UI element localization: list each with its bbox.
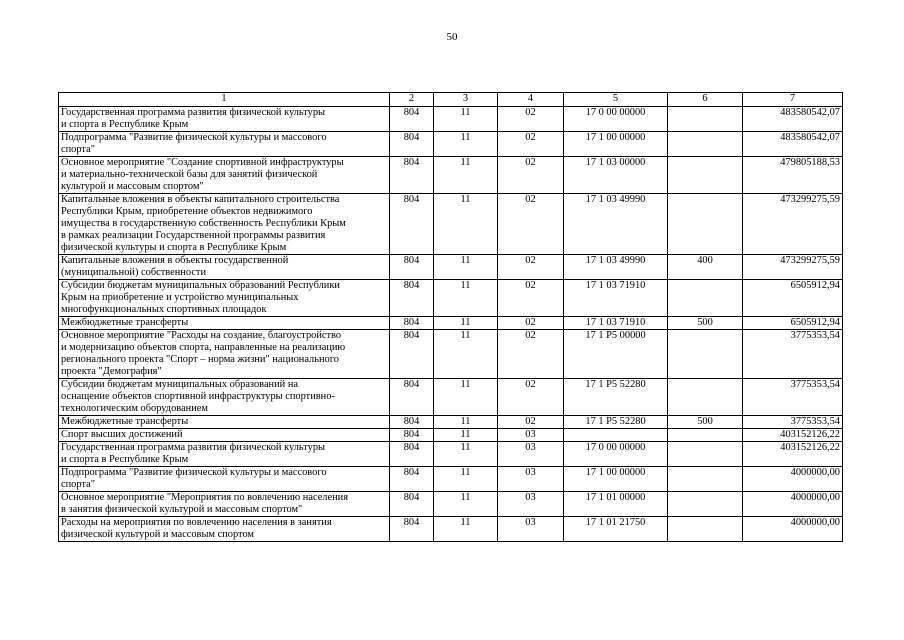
expense-type-cell bbox=[668, 330, 743, 379]
table-body bbox=[59, 107, 843, 542]
amount-cell: 3775353,54 bbox=[743, 416, 843, 429]
table-row bbox=[59, 255, 843, 280]
subsection-code-cell: 02 bbox=[498, 157, 564, 194]
item-name-cell: Основное мероприятие "Мероприятия по вовлечению населения в занятия физической культурой и массовым спортом" bbox=[59, 492, 390, 517]
section-code-cell: 11 bbox=[434, 280, 498, 317]
amount-cell: 6505912,94 bbox=[743, 280, 843, 317]
item-name-cell: Подпрограмма "Развитие физической культуры и массового спорта" bbox=[59, 132, 390, 157]
section-code-cell: 11 bbox=[434, 379, 498, 416]
table-row bbox=[59, 132, 843, 157]
ministry-code-cell: 804 bbox=[390, 429, 434, 442]
ministry-code-cell: 804 bbox=[390, 132, 434, 157]
amount-cell: 3775353,54 bbox=[743, 379, 843, 416]
section-code-cell: 11 bbox=[434, 330, 498, 379]
expense-type-cell: 400 bbox=[668, 255, 743, 280]
subsection-code-cell: 02 bbox=[498, 194, 564, 255]
section-code-cell: 11 bbox=[434, 255, 498, 280]
amount-cell: 403152126,22 bbox=[743, 429, 843, 442]
item-name-cell: Государственная программа развития физической культуры и спорта в Республике Крым bbox=[59, 107, 390, 132]
amount-cell: 6505912,94 bbox=[743, 317, 843, 330]
item-name-cell: Межбюджетные трансферты bbox=[59, 416, 390, 429]
table-row bbox=[59, 330, 843, 379]
item-name-cell: Субсидии бюджетам муниципальных образований на оснащение объектов спортивной инфраструктуры спортивно- технологическим оборудованием bbox=[59, 379, 390, 416]
amount-cell: 473299275,59 bbox=[743, 194, 843, 255]
section-code-cell: 11 bbox=[434, 194, 498, 255]
table-row bbox=[59, 157, 843, 194]
header-cell: 1 bbox=[59, 93, 390, 107]
table-row bbox=[59, 442, 843, 467]
table-row bbox=[59, 280, 843, 317]
ministry-code-cell: 804 bbox=[390, 280, 434, 317]
ministry-code-cell: 804 bbox=[390, 467, 434, 492]
table-row bbox=[59, 416, 843, 429]
subsection-code-cell: 02 bbox=[498, 280, 564, 317]
ministry-code-cell: 804 bbox=[390, 330, 434, 379]
table-row bbox=[59, 194, 843, 255]
expense-type-cell bbox=[668, 429, 743, 442]
ministry-code-cell: 804 bbox=[390, 107, 434, 132]
subsection-code-cell: 03 bbox=[498, 429, 564, 442]
expense-type-cell bbox=[668, 492, 743, 517]
ministry-code-cell: 804 bbox=[390, 379, 434, 416]
section-code-cell: 11 bbox=[434, 467, 498, 492]
item-name-cell: Расходы на мероприятия по вовлечению населения в занятия физической культурой и массовым спортом bbox=[59, 517, 390, 542]
target-article-cell: 17 1 P5 52280 bbox=[564, 379, 668, 416]
expense-type-cell bbox=[668, 280, 743, 317]
amount-cell: 4000000,00 bbox=[743, 467, 843, 492]
target-article-cell: 17 1 00 00000 bbox=[564, 132, 668, 157]
amount-cell: 483580542,07 bbox=[743, 107, 843, 132]
target-article-cell: 17 1 03 49990 bbox=[564, 194, 668, 255]
table-row bbox=[59, 107, 843, 132]
section-code-cell: 11 bbox=[434, 429, 498, 442]
section-code-cell: 11 bbox=[434, 317, 498, 330]
section-code-cell: 11 bbox=[434, 107, 498, 132]
header-row bbox=[59, 93, 843, 107]
section-code-cell: 11 bbox=[434, 132, 498, 157]
target-article-cell: 17 1 03 49990 bbox=[564, 255, 668, 280]
item-name-cell: Спорт высших достижений bbox=[59, 429, 390, 442]
expense-type-cell: 500 bbox=[668, 317, 743, 330]
ministry-code-cell: 804 bbox=[390, 157, 434, 194]
item-name-cell: Подпрограмма "Развитие физической культуры и массового спорта" bbox=[59, 467, 390, 492]
amount-cell: 4000000,00 bbox=[743, 492, 843, 517]
expense-type-cell bbox=[668, 379, 743, 416]
item-name-cell: Капитальные вложения в объекты государственной (муниципальной) собственности bbox=[59, 255, 390, 280]
subsection-code-cell: 02 bbox=[498, 132, 564, 157]
section-code-cell: 11 bbox=[434, 157, 498, 194]
expense-type-cell bbox=[668, 107, 743, 132]
table-row bbox=[59, 429, 843, 442]
target-article-cell: 17 1 00 00000 bbox=[564, 467, 668, 492]
expense-type-cell bbox=[668, 157, 743, 194]
table-row bbox=[59, 492, 843, 517]
expense-type-cell bbox=[668, 517, 743, 542]
table-row bbox=[59, 467, 843, 492]
item-name-cell: Основное мероприятие "Создание спортивной инфраструктуры и материально-технической базы для занятий физической культурой и массовым спортом" bbox=[59, 157, 390, 194]
subsection-code-cell: 03 bbox=[498, 467, 564, 492]
item-name-cell: Капитальные вложения в объекты капитального строительства Республики Крым, приобретение объектов недвижимого имущества в государственную собственность Республики Крым в рамках реализации Государственной программы развития физической культуры и спорта в Республике Крым bbox=[59, 194, 390, 255]
budget-table bbox=[58, 92, 843, 542]
ministry-code-cell: 804 bbox=[390, 442, 434, 467]
section-code-cell: 11 bbox=[434, 492, 498, 517]
target-article-cell: 17 0 00 00000 bbox=[564, 107, 668, 132]
expense-type-cell bbox=[668, 132, 743, 157]
amount-cell: 473299275,59 bbox=[743, 255, 843, 280]
expense-type-cell bbox=[668, 467, 743, 492]
table-row bbox=[59, 517, 843, 542]
target-article-cell: 17 1 01 00000 bbox=[564, 492, 668, 517]
subsection-code-cell: 02 bbox=[498, 317, 564, 330]
ministry-code-cell: 804 bbox=[390, 194, 434, 255]
target-article-cell: 17 0 00 00000 bbox=[564, 442, 668, 467]
section-code-cell: 11 bbox=[434, 517, 498, 542]
header-cell: 4 bbox=[498, 93, 564, 107]
header-cell: 7 bbox=[743, 93, 843, 107]
page-number: 50 bbox=[446, 31, 458, 43]
expense-type-cell bbox=[668, 194, 743, 255]
subsection-code-cell: 03 bbox=[498, 442, 564, 467]
subsection-code-cell: 03 bbox=[498, 517, 564, 542]
amount-cell: 403152126,22 bbox=[743, 442, 843, 467]
subsection-code-cell: 02 bbox=[498, 107, 564, 132]
header-cell: 6 bbox=[668, 93, 743, 107]
header-cell: 3 bbox=[434, 93, 498, 107]
target-article-cell: 17 1 03 00000 bbox=[564, 157, 668, 194]
amount-cell: 479805188,53 bbox=[743, 157, 843, 194]
subsection-code-cell: 03 bbox=[498, 492, 564, 517]
subsection-code-cell: 02 bbox=[498, 416, 564, 429]
target-article-cell: 17 1 P5 00000 bbox=[564, 330, 668, 379]
target-article-cell bbox=[564, 429, 668, 442]
header-cell: 2 bbox=[390, 93, 434, 107]
target-article-cell: 17 1 01 21750 bbox=[564, 517, 668, 542]
subsection-code-cell: 02 bbox=[498, 379, 564, 416]
table-row bbox=[59, 317, 843, 330]
target-article-cell: 17 1 03 71910 bbox=[564, 280, 668, 317]
ministry-code-cell: 804 bbox=[390, 255, 434, 280]
header-cell: 5 bbox=[564, 93, 668, 107]
target-article-cell: 17 1 P5 52280 bbox=[564, 416, 668, 429]
subsection-code-cell: 02 bbox=[498, 330, 564, 379]
item-name-cell: Субсидии бюджетам муниципальных образований Республики Крым на приобретение и устройство муниципальных многофункциональных спортивных площадок bbox=[59, 280, 390, 317]
amount-cell: 3775353,54 bbox=[743, 330, 843, 379]
table-row bbox=[59, 379, 843, 416]
amount-cell: 4000000,00 bbox=[743, 517, 843, 542]
expense-type-cell bbox=[668, 442, 743, 467]
item-name-cell: Основное мероприятие "Расходы на создание, благоустройство и модернизацию объектов спорта, направленные на реализацию регионального проекта "Спорт – норма жизни" национального проекта "Демография" bbox=[59, 330, 390, 379]
section-code-cell: 11 bbox=[434, 442, 498, 467]
expense-type-cell: 500 bbox=[668, 416, 743, 429]
amount-cell: 483580542,07 bbox=[743, 132, 843, 157]
subsection-code-cell: 02 bbox=[498, 255, 564, 280]
item-name-cell: Межбюджетные трансферты bbox=[59, 317, 390, 330]
item-name-cell: Государственная программа развития физической культуры и спорта в Республике Крым bbox=[59, 442, 390, 467]
target-article-cell: 17 1 03 71910 bbox=[564, 317, 668, 330]
ministry-code-cell: 804 bbox=[390, 317, 434, 330]
ministry-code-cell: 804 bbox=[390, 492, 434, 517]
section-code-cell: 11 bbox=[434, 416, 498, 429]
ministry-code-cell: 804 bbox=[390, 416, 434, 429]
ministry-code-cell: 804 bbox=[390, 517, 434, 542]
